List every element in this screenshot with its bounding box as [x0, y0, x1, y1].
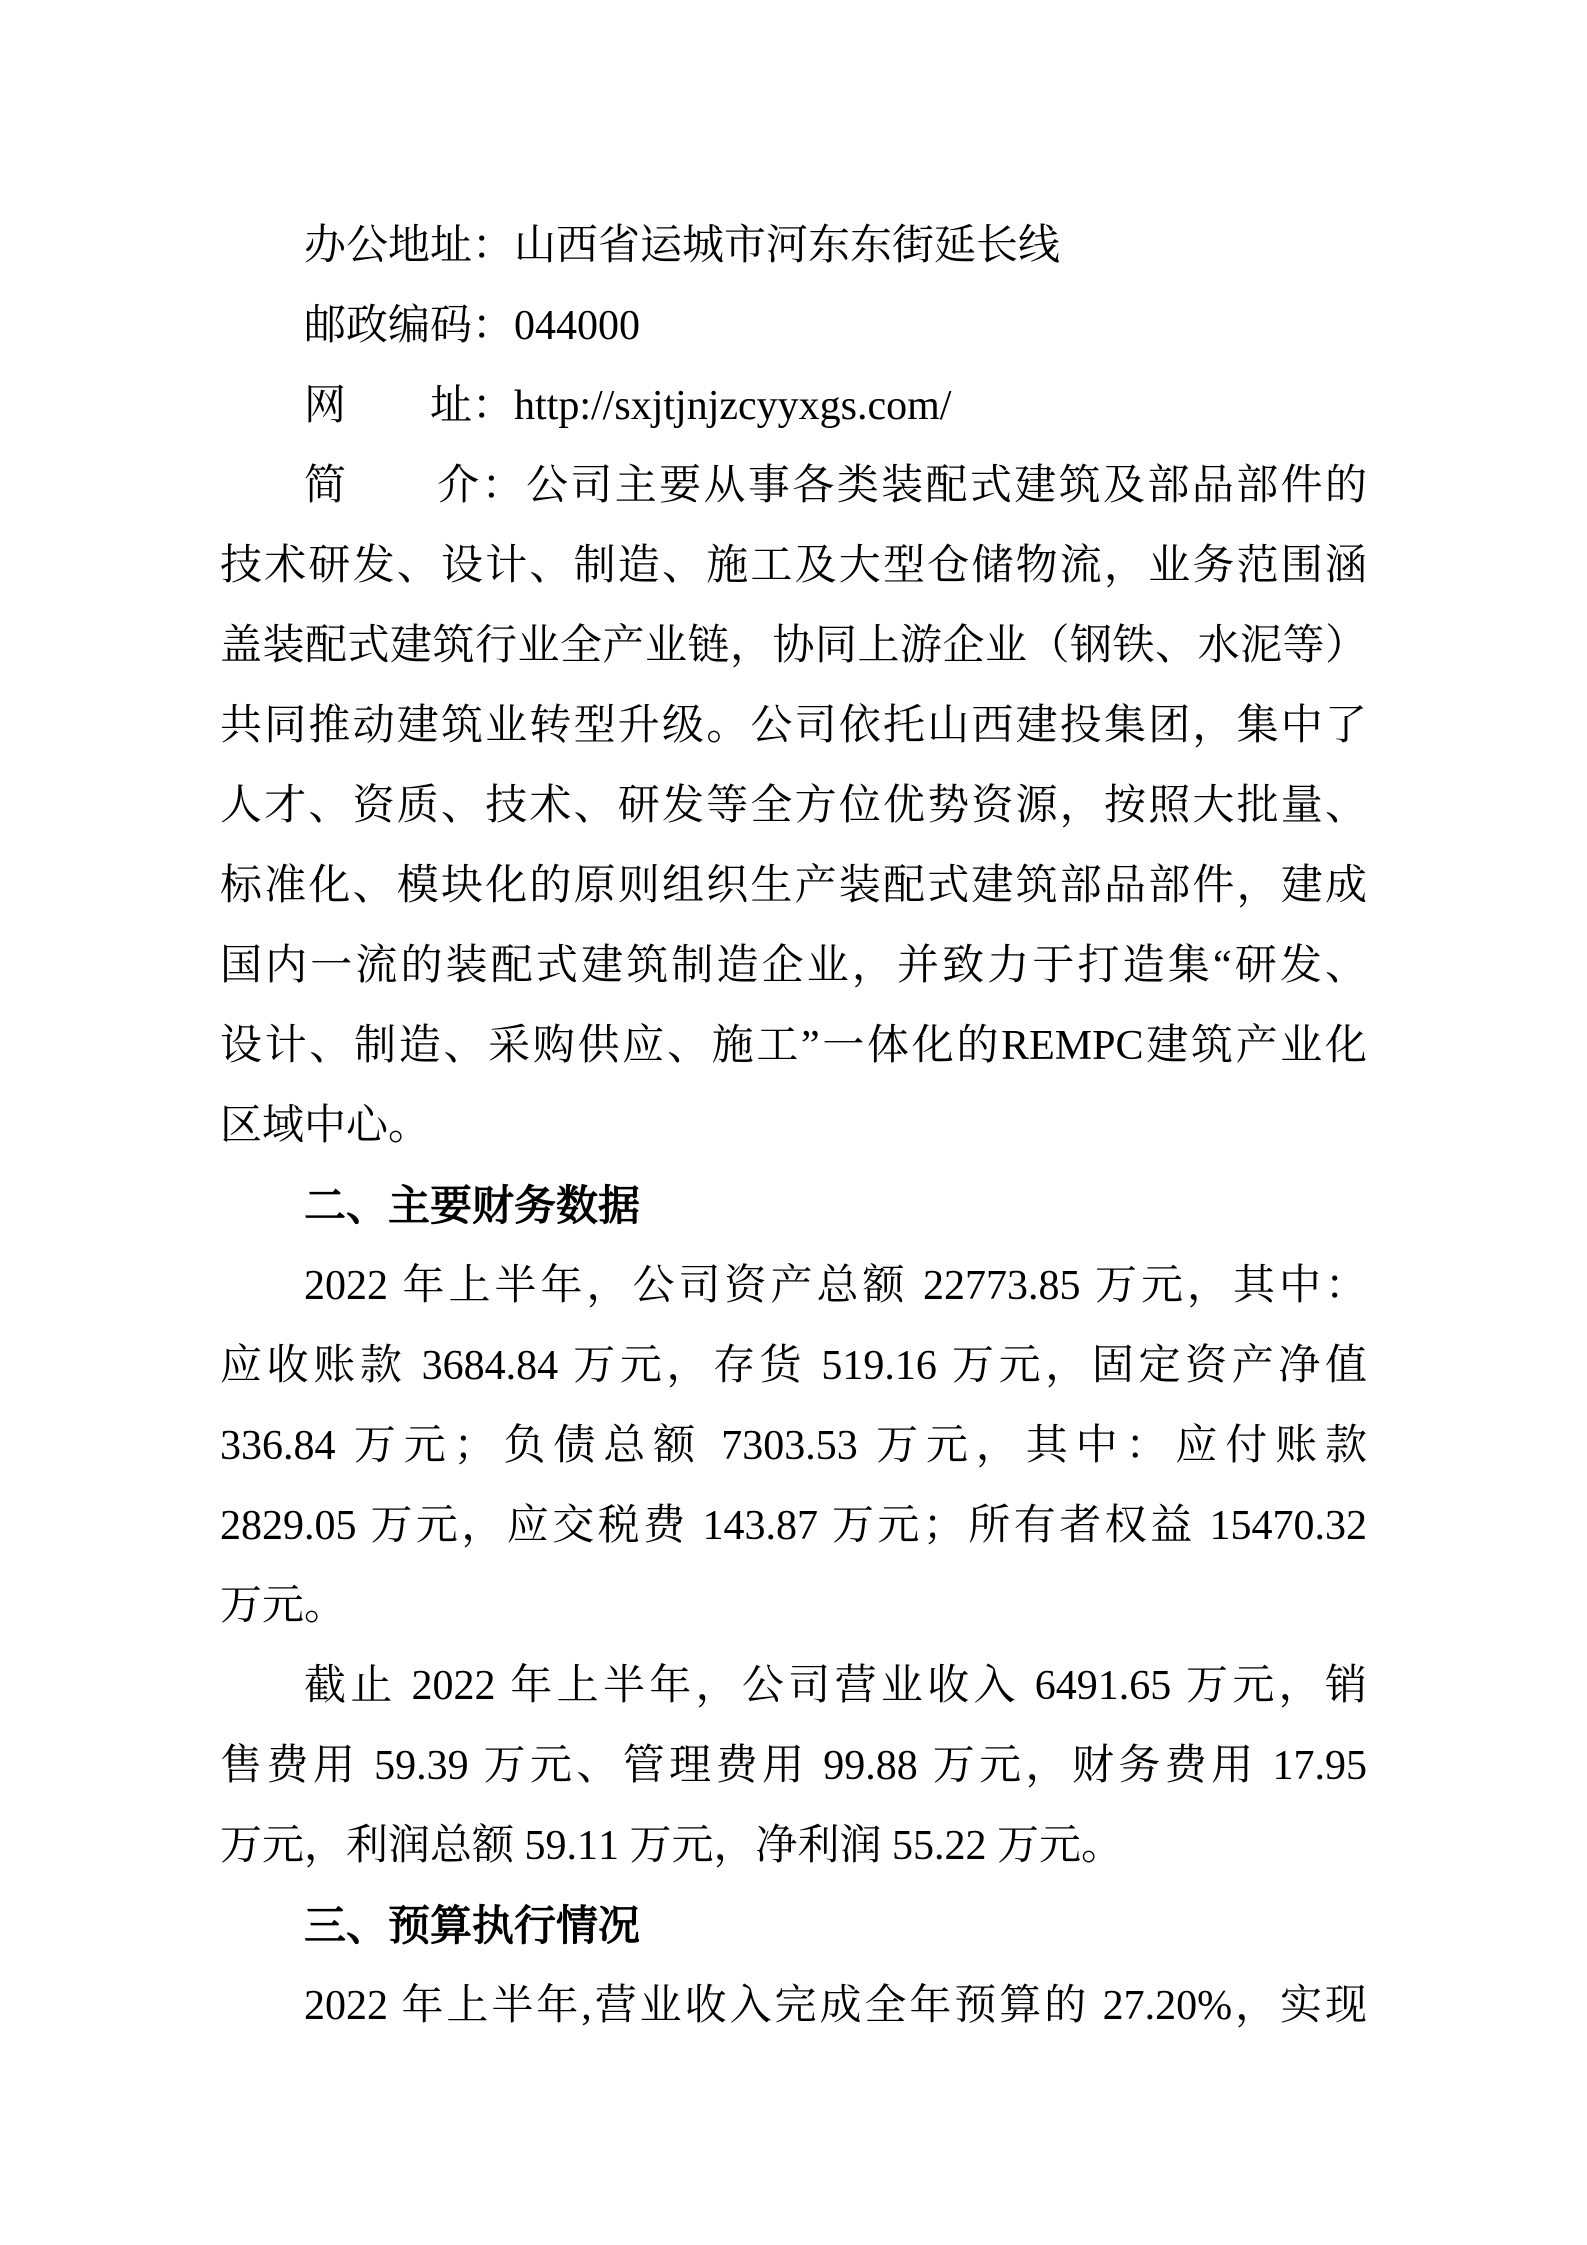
text-line: 三、预算执行情况 — [304, 1902, 641, 1949]
section-heading-finance-data — [220, 1166, 1367, 1246]
text-line: 盖装配式建筑行业全产业链，协同上游企业（钢铁、水泥等） — [220, 623, 1367, 669]
text-line: 国内一流的装配式建筑制造企业，并致力于打造集“研发、 — [220, 943, 1367, 989]
text-line: 二、主要财务数据 — [304, 1182, 641, 1229]
text-line: 共同推动建筑业转型升级。公司依托山西建投集团，集中了 — [220, 703, 1367, 749]
text-line: 2022 年上半年，公司资产总额 22773.85 万元，其中： — [304, 1263, 1367, 1309]
website-line — [220, 366, 1367, 446]
text-line: 截止 2022 年上半年，公司营业收入 6491.65 万元，销 — [304, 1663, 1367, 1709]
document-content — [220, 206, 1367, 2046]
finance-income-paragraph — [220, 1646, 1367, 1886]
text-line: 2022 年上半年,营业收入完成全年预算的 27.20%，实现 — [304, 1983, 1367, 2029]
text-line: 标准化、模块化的原则组织生产装配式建筑部品部件，建成 — [220, 863, 1367, 909]
text-line: 万元，利润总额 59.11 万元，净利润 55.22 万元。 — [220, 1823, 1124, 1869]
company-intro-paragraph — [220, 446, 1367, 1166]
text-line: 简 介：公司主要从事各类装配式建筑及部品部件的 — [304, 463, 1367, 509]
text-line: 人才、资质、技术、研发等全方位优势资源，按照大批量、 — [220, 783, 1367, 829]
postal-code-line — [220, 286, 1367, 366]
text-line: 应收账款 3684.84 万元，存货 519.16 万元，固定资产净值 — [220, 1343, 1367, 1389]
budget-execution-paragraph — [220, 1966, 1367, 2046]
text-line: 区域中心。 — [220, 1103, 431, 1149]
text-line: 邮政编码：044000 — [304, 303, 641, 349]
text-line: 2829.05 万元，应交税费 143.87 万元；所有者权益 15470.32 — [220, 1503, 1367, 1549]
text-line: 售费用 59.39 万元、管理费用 99.88 万元，财务费用 17.95 — [220, 1743, 1367, 1789]
text-line: 万元。 — [220, 1583, 347, 1629]
text-line: 办公地址：山西省运城市河东东街延长线 — [304, 223, 1061, 269]
section-heading-budget-execution — [220, 1886, 1367, 1966]
finance-assets-paragraph — [220, 1246, 1367, 1646]
text-line: 网 址：http://sxjtjnjzcyyxgs.com/ — [304, 383, 952, 429]
text-line: 技术研发、设计、制造、施工及大型仓储物流，业务范围涵 — [220, 543, 1367, 589]
text-line: 336.84 万元；负债总额 7303.53 万元，其中：应付账款 — [220, 1423, 1367, 1469]
office-address-line — [220, 206, 1367, 286]
text-line: 设计、制造、采购供应、施工”一体化的REMPC建筑产业化 — [220, 1023, 1367, 1069]
